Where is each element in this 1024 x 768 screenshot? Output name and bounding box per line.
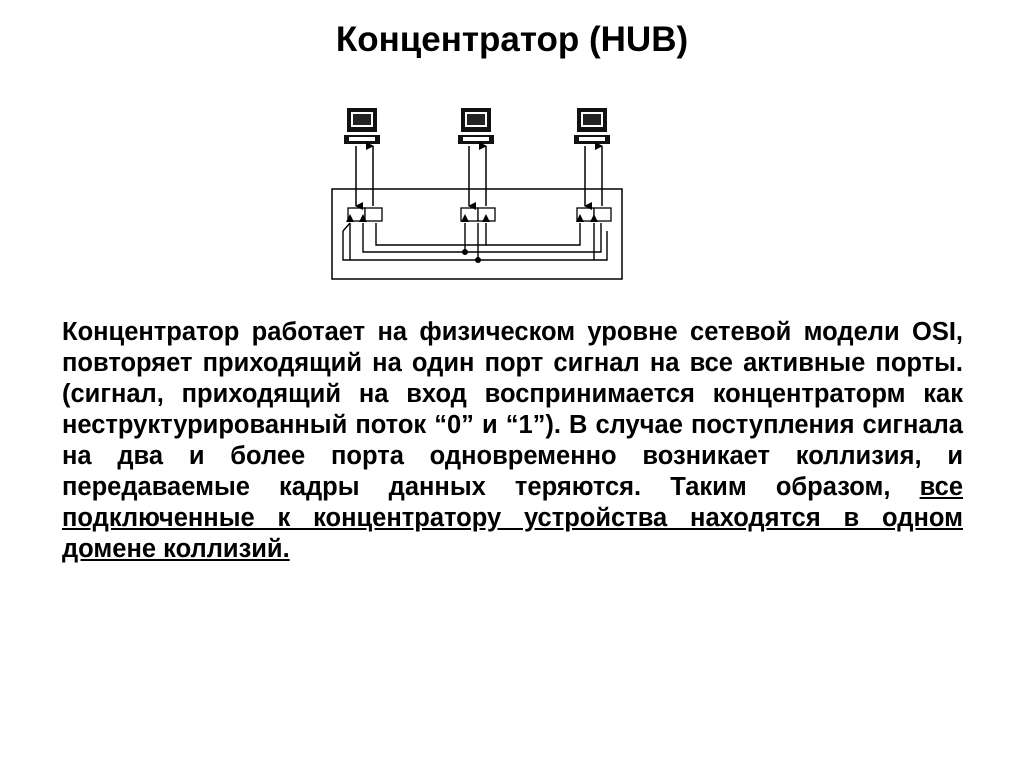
computer-icon [574, 108, 610, 144]
port-block [594, 208, 611, 221]
hub-diagram [320, 100, 630, 285]
computer-icon [458, 108, 494, 144]
description-text: Концентратор работает на физическом уровне сетевой модели OSI, повторяет приходящий на один порт сигнал на все активные порты. (сигнал, приходящий на вход воспринимается концентраторм как неструктурированный поток “0” и “1”). В случае поступления сигнала на два и более порта одновременно возникает коллизия, и передаваемые кадры данных теряются. Таким образом, [62, 318, 963, 501]
description-paragraph [62, 317, 963, 565]
port-block [365, 208, 382, 221]
conclusion-underlined: все подключенные к концентратору устройства находятся в одном домене коллизий. [62, 473, 963, 563]
computer-icon [344, 108, 380, 144]
slide-title: Концентратор (HUB) [335, 20, 689, 59]
